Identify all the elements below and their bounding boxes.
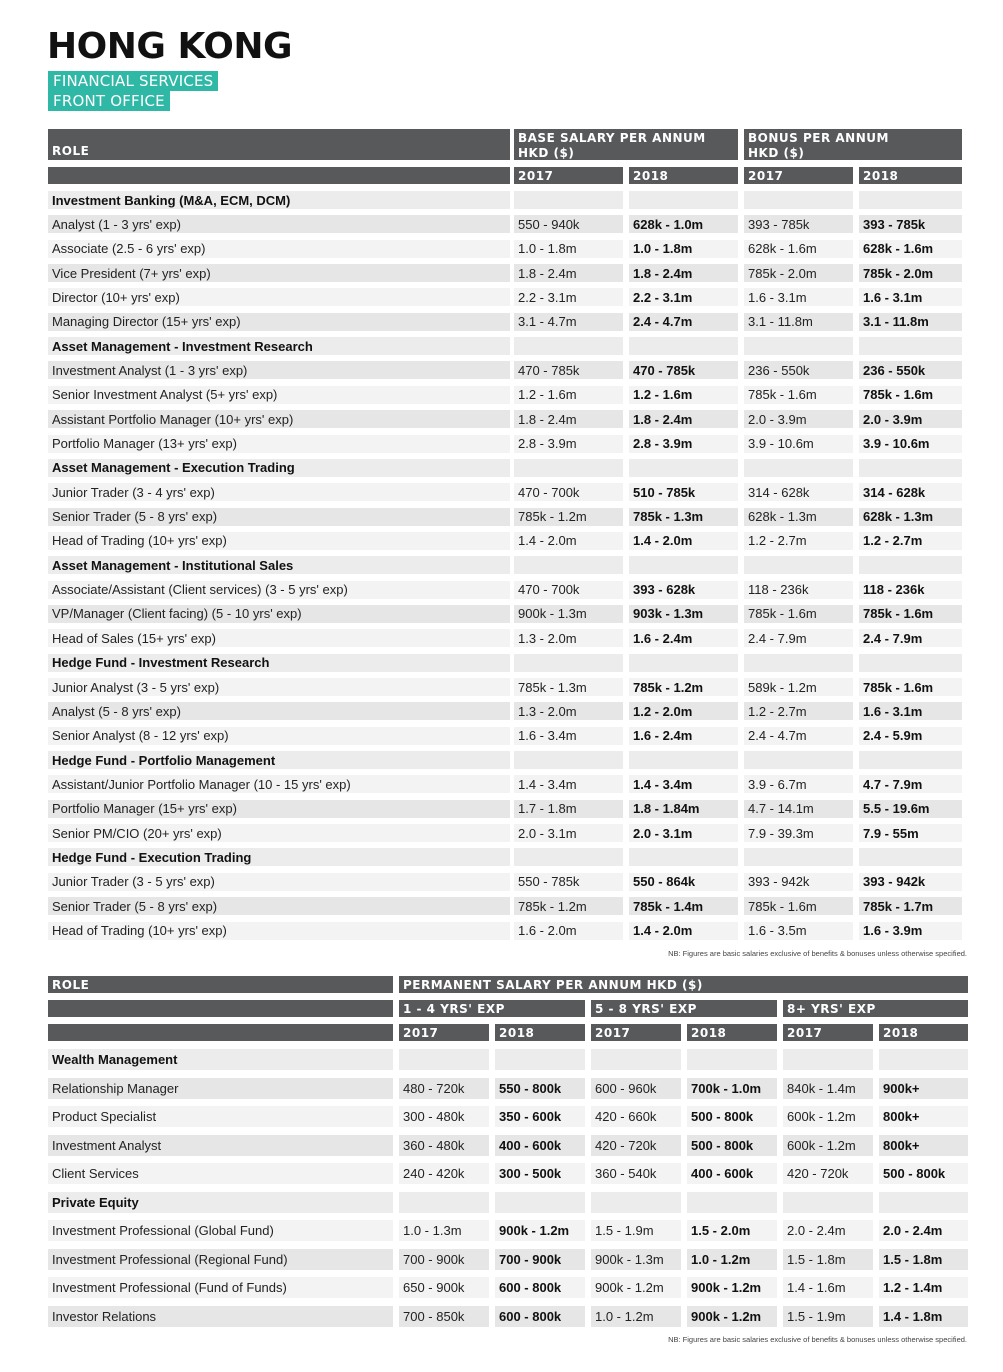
table-row — [48, 532, 962, 550]
salary-cell: 3.1 - 11.8m — [744, 313, 853, 331]
salary-cell: 2.0 - 3.9m — [859, 410, 962, 428]
salary-cell: 350 - 600k — [495, 1106, 585, 1127]
role-label: Client Services — [48, 1163, 393, 1184]
salary-cell: 1.8 - 2.4m — [629, 410, 738, 428]
permanent-salary-header: PERMANENT SALARY PER ANNUM HKD ($) — [399, 976, 968, 993]
salary-cell: 393 - 628k — [629, 581, 738, 599]
salary-cell: 3.1 - 4.7m — [514, 313, 623, 331]
salary-cell: 420 - 720k — [591, 1135, 681, 1156]
table-row — [48, 629, 962, 647]
salary-cell: 900k - 1.2m — [687, 1277, 777, 1298]
role-label: Head of Trading (10+ yrs' exp) — [48, 922, 510, 940]
salary-cell: 600k - 1.2m — [783, 1106, 873, 1127]
salary-cell: 400 - 600k — [495, 1135, 585, 1156]
salary-cell: 3.9 - 6.7m — [744, 775, 853, 793]
experience-5-8-header: 5 - 8 YRS' EXP — [591, 1000, 777, 1017]
role-label: Senior Trader (5 - 8 yrs' exp) — [48, 508, 510, 526]
year-header-row — [48, 167, 962, 184]
salary-cell: 1.4 - 1.8m — [879, 1306, 968, 1327]
role-label: Senior Analyst (8 - 12 yrs' exp) — [48, 727, 510, 745]
table-row — [48, 361, 962, 379]
salary-cell: 360 - 540k — [591, 1163, 681, 1184]
salary-cell: 900k - 1.2m — [687, 1306, 777, 1327]
role-label: Associate/Assistant (Client services) (3 - 5 yrs' exp) — [48, 581, 510, 599]
page-title: HONG KONG — [47, 26, 293, 67]
salary-cell: 1.6 - 3.1m — [859, 288, 962, 306]
subtitle-financial-services: FINANCIAL SERVICES — [48, 71, 218, 91]
salary-cell: 600k - 1.2m — [783, 1135, 873, 1156]
table-row — [48, 240, 962, 258]
section-empty-cell — [783, 1049, 873, 1070]
wealth-pe-salary-table — [48, 976, 968, 1328]
salary-cell: 2.8 - 3.9m — [629, 435, 738, 453]
section-empty-cell — [859, 337, 962, 355]
salary-cell: 2.4 - 7.9m — [744, 629, 853, 647]
section-empty-cell — [879, 1049, 968, 1070]
year-header-1-4-2018: 2018 — [495, 1024, 585, 1041]
salary-cell: 2.0 - 3.1m — [629, 824, 738, 842]
salary-cell: 420 - 720k — [783, 1163, 873, 1184]
table-row — [48, 800, 962, 818]
section-empty-cell — [783, 1192, 873, 1213]
section-empty-cell — [514, 556, 623, 574]
table-row — [48, 605, 962, 623]
experience-1-4-header: 1 - 4 YRS' EXP — [399, 1000, 585, 1017]
section-empty-cell — [629, 556, 738, 574]
table-header-row — [48, 129, 962, 160]
section-label: Hedge Fund - Portfolio Management — [48, 751, 510, 769]
salary-cell: 393 - 785k — [859, 215, 962, 233]
salary-cell: 785k - 1.6m — [744, 897, 853, 915]
salary-cell: 1.5 - 1.8m — [783, 1249, 873, 1270]
section-label: Asset Management - Institutional Sales — [48, 556, 510, 574]
section-empty-cell — [514, 751, 623, 769]
salary-cell: 785k - 1.2m — [514, 508, 623, 526]
table-row — [48, 1277, 968, 1298]
table-row — [48, 313, 962, 331]
salary-cell: 2.2 - 3.1m — [514, 288, 623, 306]
year-header-5-8-2017: 2017 — [591, 1024, 681, 1041]
year-header-8plus-2017: 2017 — [783, 1024, 873, 1041]
role-header: ROLE — [48, 976, 393, 993]
salary-cell: 550 - 864k — [629, 873, 738, 891]
salary-cell: 480 - 720k — [399, 1078, 489, 1099]
table-row — [48, 702, 962, 720]
salary-cell: 2.4 - 4.7m — [629, 313, 738, 331]
salary-cell: 1.6 - 2.4m — [629, 629, 738, 647]
salary-cell: 800k+ — [879, 1135, 968, 1156]
role-label: Portfolio Manager (15+ yrs' exp) — [48, 800, 510, 818]
section-label: Hedge Fund - Investment Research — [48, 654, 510, 672]
table-row — [48, 1220, 968, 1241]
experience-header-row — [48, 1000, 968, 1017]
salary-cell: 1.5 - 1.9m — [783, 1306, 873, 1327]
salary-cell: 1.6 - 3.5m — [744, 922, 853, 940]
salary-cell: 650 - 900k — [399, 1277, 489, 1298]
salary-cell: 785k - 1.2m — [629, 678, 738, 696]
salary-cell: 700 - 900k — [495, 1249, 585, 1270]
salary-cell: 1.0 - 1.2m — [687, 1249, 777, 1270]
salary-cell: 840k - 1.4m — [783, 1078, 873, 1099]
salary-cell: 500 - 800k — [687, 1106, 777, 1127]
section-empty-cell — [859, 848, 962, 866]
salary-cell: 2.4 - 5.9m — [859, 727, 962, 745]
salary-cell: 785k - 1.3m — [629, 508, 738, 526]
section-label: Investment Banking (M&A, ECM, DCM) — [48, 191, 510, 209]
table-row — [48, 897, 962, 915]
salary-cell: 785k - 2.0m — [859, 264, 962, 282]
salary-cell: 4.7 - 14.1m — [744, 800, 853, 818]
role-label: Analyst (5 - 8 yrs' exp) — [48, 702, 510, 720]
salary-cell: 628k - 1.0m — [629, 215, 738, 233]
salary-cell: 1.4 - 2.0m — [629, 532, 738, 550]
salary-cell: 700 - 850k — [399, 1306, 489, 1327]
salary-cell: 240 - 420k — [399, 1163, 489, 1184]
salary-cell: 2.8 - 3.9m — [514, 435, 623, 453]
section-empty-cell — [591, 1049, 681, 1070]
salary-cell: 900k+ — [879, 1078, 968, 1099]
section-empty-cell — [495, 1049, 585, 1070]
salary-cell: 300 - 480k — [399, 1106, 489, 1127]
role-label: Assistant Portfolio Manager (10+ yrs' exp) — [48, 410, 510, 428]
role-label: Head of Trading (10+ yrs' exp) — [48, 532, 510, 550]
salary-cell: 2.2 - 3.1m — [629, 288, 738, 306]
salary-cell: 1.6 - 2.0m — [514, 922, 623, 940]
salary-cell: 785k - 2.0m — [744, 264, 853, 282]
section-row — [48, 654, 962, 672]
section-empty-cell — [687, 1049, 777, 1070]
section-row — [48, 337, 962, 355]
section-label: Hedge Fund - Execution Trading — [48, 848, 510, 866]
table2-footnote: NB: Figures are basic salaries exclusive of benefits & bonuses unless otherwise specified. — [668, 1335, 967, 1344]
salary-cell: 420 - 660k — [591, 1106, 681, 1127]
section-empty-cell — [514, 654, 623, 672]
salary-cell: 1.2 - 2.7m — [744, 702, 853, 720]
role-label: Investment Professional (Fund of Funds) — [48, 1277, 393, 1298]
section-empty-cell — [399, 1192, 489, 1213]
salary-cell: 2.4 - 4.7m — [744, 727, 853, 745]
table-row — [48, 264, 962, 282]
salary-cell: 118 - 236k — [859, 581, 962, 599]
section-empty-cell — [514, 459, 623, 477]
section-empty-cell — [744, 459, 853, 477]
section-empty-cell — [629, 751, 738, 769]
section-empty-cell — [859, 751, 962, 769]
year-header-base-2018: 2018 — [629, 167, 738, 184]
role-label: Product Specialist — [48, 1106, 393, 1127]
section-empty-cell — [591, 1192, 681, 1213]
salary-cell: 628k - 1.3m — [744, 508, 853, 526]
role-label: Assistant/Junior Portfolio Manager (10 - 15 yrs' exp) — [48, 775, 510, 793]
table-row — [48, 678, 962, 696]
salary-cell: 2.0 - 3.1m — [514, 824, 623, 842]
section-empty-cell — [744, 191, 853, 209]
table-row — [48, 581, 962, 599]
salary-cell: 314 - 628k — [859, 483, 962, 501]
salary-cell: 900k - 1.3m — [591, 1249, 681, 1270]
role-label: Investment Professional (Global Fund) — [48, 1220, 393, 1241]
salary-cell: 785k - 1.6m — [859, 678, 962, 696]
section-label: Wealth Management — [48, 1049, 393, 1070]
role-label: Junior Trader (3 - 5 yrs' exp) — [48, 873, 510, 891]
salary-cell: 400 - 600k — [687, 1163, 777, 1184]
salary-cell: 1.7 - 1.8m — [514, 800, 623, 818]
salary-cell: 3.9 - 10.6m — [744, 435, 853, 453]
salary-cell: 1.4 - 1.6m — [783, 1277, 873, 1298]
section-row — [48, 1049, 968, 1070]
salary-cell: 800k+ — [879, 1106, 968, 1127]
section-empty-cell — [859, 556, 962, 574]
salary-cell: 1.2 - 1.6m — [514, 386, 623, 404]
base-salary-header: BASE SALARY PER ANNUM HKD ($) — [514, 129, 738, 160]
section-row — [48, 191, 962, 209]
salary-cell: 1.0 - 1.3m — [399, 1220, 489, 1241]
section-empty-cell — [629, 654, 738, 672]
role-label: Head of Sales (15+ yrs' exp) — [48, 629, 510, 647]
year-header-spacer — [48, 167, 510, 184]
salary-cell: 393 - 785k — [744, 215, 853, 233]
section-empty-cell — [879, 1192, 968, 1213]
year-header-bonus-2018: 2018 — [859, 167, 962, 184]
year-header-bonus-2017: 2017 — [744, 167, 853, 184]
section-row — [48, 751, 962, 769]
salary-cell: 1.3 - 2.0m — [514, 629, 623, 647]
section-label: Asset Management - Execution Trading — [48, 459, 510, 477]
salary-cell: 785k - 1.6m — [744, 386, 853, 404]
salary-cell: 500 - 800k — [879, 1163, 968, 1184]
salary-cell: 1.6 - 3.1m — [859, 702, 962, 720]
salary-cell: 785k - 1.3m — [514, 678, 623, 696]
salary-cell: 1.5 - 2.0m — [687, 1220, 777, 1241]
salary-cell: 393 - 942k — [744, 873, 853, 891]
section-row — [48, 848, 962, 866]
table-row — [48, 410, 962, 428]
salary-cell: 1.0 - 1.8m — [629, 240, 738, 258]
section-empty-cell — [859, 459, 962, 477]
role-label: VP/Manager (Client facing) (5 - 10 yrs' exp) — [48, 605, 510, 623]
salary-cell: 785k - 1.7m — [859, 897, 962, 915]
section-label: Asset Management - Investment Research — [48, 337, 510, 355]
section-empty-cell — [399, 1049, 489, 1070]
salary-cell: 1.0 - 1.2m — [591, 1306, 681, 1327]
section-empty-cell — [514, 191, 623, 209]
table-row — [48, 483, 962, 501]
section-empty-cell — [744, 654, 853, 672]
salary-cell: 785k - 1.4m — [629, 897, 738, 915]
salary-cell: 5.5 - 19.6m — [859, 800, 962, 818]
salary-cell: 900k - 1.3m — [514, 605, 623, 623]
salary-cell: 1.8 - 2.4m — [514, 410, 623, 428]
salary-cell: 1.5 - 1.9m — [591, 1220, 681, 1241]
table-row — [48, 1106, 968, 1127]
salary-cell: 470 - 785k — [629, 361, 738, 379]
section-row — [48, 459, 962, 477]
salary-cell: 628k - 1.6m — [859, 240, 962, 258]
salary-cell: 1.4 - 2.0m — [629, 922, 738, 940]
salary-cell: 1.6 - 3.1m — [744, 288, 853, 306]
salary-cell: 1.2 - 2.0m — [629, 702, 738, 720]
section-empty-cell — [687, 1192, 777, 1213]
section-empty-cell — [744, 337, 853, 355]
year-header-1-4-2017: 2017 — [399, 1024, 489, 1041]
salary-cell: 118 - 236k — [744, 581, 853, 599]
salary-cell: 900k - 1.2m — [591, 1277, 681, 1298]
salary-cell: 903k - 1.3m — [629, 605, 738, 623]
salary-cell: 470 - 700k — [514, 581, 623, 599]
role-label: Analyst (1 - 3 yrs' exp) — [48, 215, 510, 233]
salary-cell: 550 - 785k — [514, 873, 623, 891]
role-label: Senior PM/CIO (20+ yrs' exp) — [48, 824, 510, 842]
salary-cell: 393 - 942k — [859, 873, 962, 891]
salary-cell: 600 - 960k — [591, 1078, 681, 1099]
table-row — [48, 508, 962, 526]
role-label: Associate (2.5 - 6 yrs' exp) — [48, 240, 510, 258]
section-row — [48, 556, 962, 574]
section-label: Private Equity — [48, 1192, 393, 1213]
salary-cell: 1.2 - 2.7m — [744, 532, 853, 550]
salary-cell: 550 - 800k — [495, 1078, 585, 1099]
section-empty-cell — [514, 337, 623, 355]
role-label: Investor Relations — [48, 1306, 393, 1327]
salary-cell: 236 - 550k — [859, 361, 962, 379]
table-row — [48, 727, 962, 745]
salary-cell: 1.5 - 1.8m — [879, 1249, 968, 1270]
section-empty-cell — [495, 1192, 585, 1213]
year-header-5-8-2018: 2018 — [687, 1024, 777, 1041]
salary-cell: 600 - 800k — [495, 1277, 585, 1298]
salary-cell: 1.6 - 2.4m — [629, 727, 738, 745]
table-row — [48, 386, 962, 404]
table-row — [48, 1249, 968, 1270]
salary-cell: 1.6 - 3.4m — [514, 727, 623, 745]
salary-cell: 3.9 - 10.6m — [859, 435, 962, 453]
section-empty-cell — [744, 556, 853, 574]
front-office-salary-table — [48, 129, 962, 944]
experience-8plus-header: 8+ YRS' EXP — [783, 1000, 968, 1017]
table-row — [48, 922, 962, 940]
experience-header-spacer — [48, 1000, 393, 1017]
salary-cell: 785k - 1.2m — [514, 897, 623, 915]
salary-cell: 470 - 785k — [514, 361, 623, 379]
table-row — [48, 215, 962, 233]
table-row — [48, 288, 962, 306]
salary-cell: 236 - 550k — [744, 361, 853, 379]
salary-cell: 500 - 800k — [687, 1135, 777, 1156]
salary-cell: 7.9 - 55m — [859, 824, 962, 842]
role-label: Senior Trader (5 - 8 yrs' exp) — [48, 897, 510, 915]
salary-cell: 1.2 - 1.4m — [879, 1277, 968, 1298]
salary-cell: 4.7 - 7.9m — [859, 775, 962, 793]
section-empty-cell — [859, 191, 962, 209]
year-header-base-2017: 2017 — [514, 167, 623, 184]
role-label: Vice President (7+ yrs' exp) — [48, 264, 510, 282]
section-row — [48, 1192, 968, 1213]
role-label: Director (10+ yrs' exp) — [48, 288, 510, 306]
salary-cell: 360 - 480k — [399, 1135, 489, 1156]
role-label: Junior Analyst (3 - 5 yrs' exp) — [48, 678, 510, 696]
salary-cell: 2.0 - 2.4m — [783, 1220, 873, 1241]
section-empty-cell — [744, 751, 853, 769]
salary-cell: 628k - 1.3m — [859, 508, 962, 526]
role-header: ROLE — [48, 129, 510, 160]
salary-cell: 314 - 628k — [744, 483, 853, 501]
salary-cell: 1.6 - 3.9m — [859, 922, 962, 940]
role-label: Investment Analyst (1 - 3 yrs' exp) — [48, 361, 510, 379]
table-row — [48, 1163, 968, 1184]
role-label: Investment Professional (Regional Fund) — [48, 1249, 393, 1270]
salary-cell: 2.4 - 7.9m — [859, 629, 962, 647]
salary-cell: 1.0 - 1.8m — [514, 240, 623, 258]
salary-cell: 700k - 1.0m — [687, 1078, 777, 1099]
salary-cell: 600 - 800k — [495, 1306, 585, 1327]
salary-cell: 900k - 1.2m — [495, 1220, 585, 1241]
table-row — [48, 824, 962, 842]
year-header-row — [48, 1024, 968, 1041]
year-header-8plus-2018: 2018 — [879, 1024, 968, 1041]
salary-cell: 1.2 - 1.6m — [629, 386, 738, 404]
table-row — [48, 1306, 968, 1327]
salary-cell: 1.4 - 3.4m — [514, 775, 623, 793]
salary-cell: 628k - 1.6m — [744, 240, 853, 258]
section-empty-cell — [744, 848, 853, 866]
section-empty-cell — [859, 654, 962, 672]
salary-cell: 3.1 - 11.8m — [859, 313, 962, 331]
salary-cell: 7.9 - 39.3m — [744, 824, 853, 842]
role-label: Senior Investment Analyst (5+ yrs' exp) — [48, 386, 510, 404]
section-empty-cell — [629, 459, 738, 477]
section-empty-cell — [629, 191, 738, 209]
table1-footnote: NB: Figures are basic salaries exclusive of benefits & bonuses unless otherwise specified. — [668, 949, 967, 958]
salary-cell: 300 - 500k — [495, 1163, 585, 1184]
table-row — [48, 1078, 968, 1099]
section-empty-cell — [629, 848, 738, 866]
salary-cell: 1.8 - 2.4m — [629, 264, 738, 282]
section-empty-cell — [629, 337, 738, 355]
salary-cell: 700 - 900k — [399, 1249, 489, 1270]
salary-cell: 785k - 1.6m — [859, 386, 962, 404]
salary-cell: 1.4 - 3.4m — [629, 775, 738, 793]
role-label: Relationship Manager — [48, 1078, 393, 1099]
section-empty-cell — [514, 848, 623, 866]
salary-cell: 1.8 - 1.84m — [629, 800, 738, 818]
role-label: Portfolio Manager (13+ yrs' exp) — [48, 435, 510, 453]
salary-cell: 2.0 - 2.4m — [879, 1220, 968, 1241]
subtitle-front-office: FRONT OFFICE — [48, 91, 170, 111]
salary-cell: 2.0 - 3.9m — [744, 410, 853, 428]
salary-cell: 510 - 785k — [629, 483, 738, 501]
table-header-row — [48, 976, 968, 993]
salary-cell: 785k - 1.6m — [859, 605, 962, 623]
role-label: Managing Director (15+ yrs' exp) — [48, 313, 510, 331]
table-row — [48, 1135, 968, 1156]
table-row — [48, 873, 962, 891]
role-label: Junior Trader (3 - 4 yrs' exp) — [48, 483, 510, 501]
role-label: Investment Analyst — [48, 1135, 393, 1156]
salary-cell: 470 - 700k — [514, 483, 623, 501]
salary-cell: 589k - 1.2m — [744, 678, 853, 696]
salary-cell: 1.4 - 2.0m — [514, 532, 623, 550]
salary-cell: 550 - 940k — [514, 215, 623, 233]
salary-cell: 1.8 - 2.4m — [514, 264, 623, 282]
table-row — [48, 435, 962, 453]
salary-cell: 785k - 1.6m — [744, 605, 853, 623]
salary-cell: 1.2 - 2.7m — [859, 532, 962, 550]
bonus-header: BONUS PER ANNUM HKD ($) — [744, 129, 962, 160]
table-row — [48, 775, 962, 793]
year-header-spacer — [48, 1024, 393, 1041]
salary-cell: 1.3 - 2.0m — [514, 702, 623, 720]
